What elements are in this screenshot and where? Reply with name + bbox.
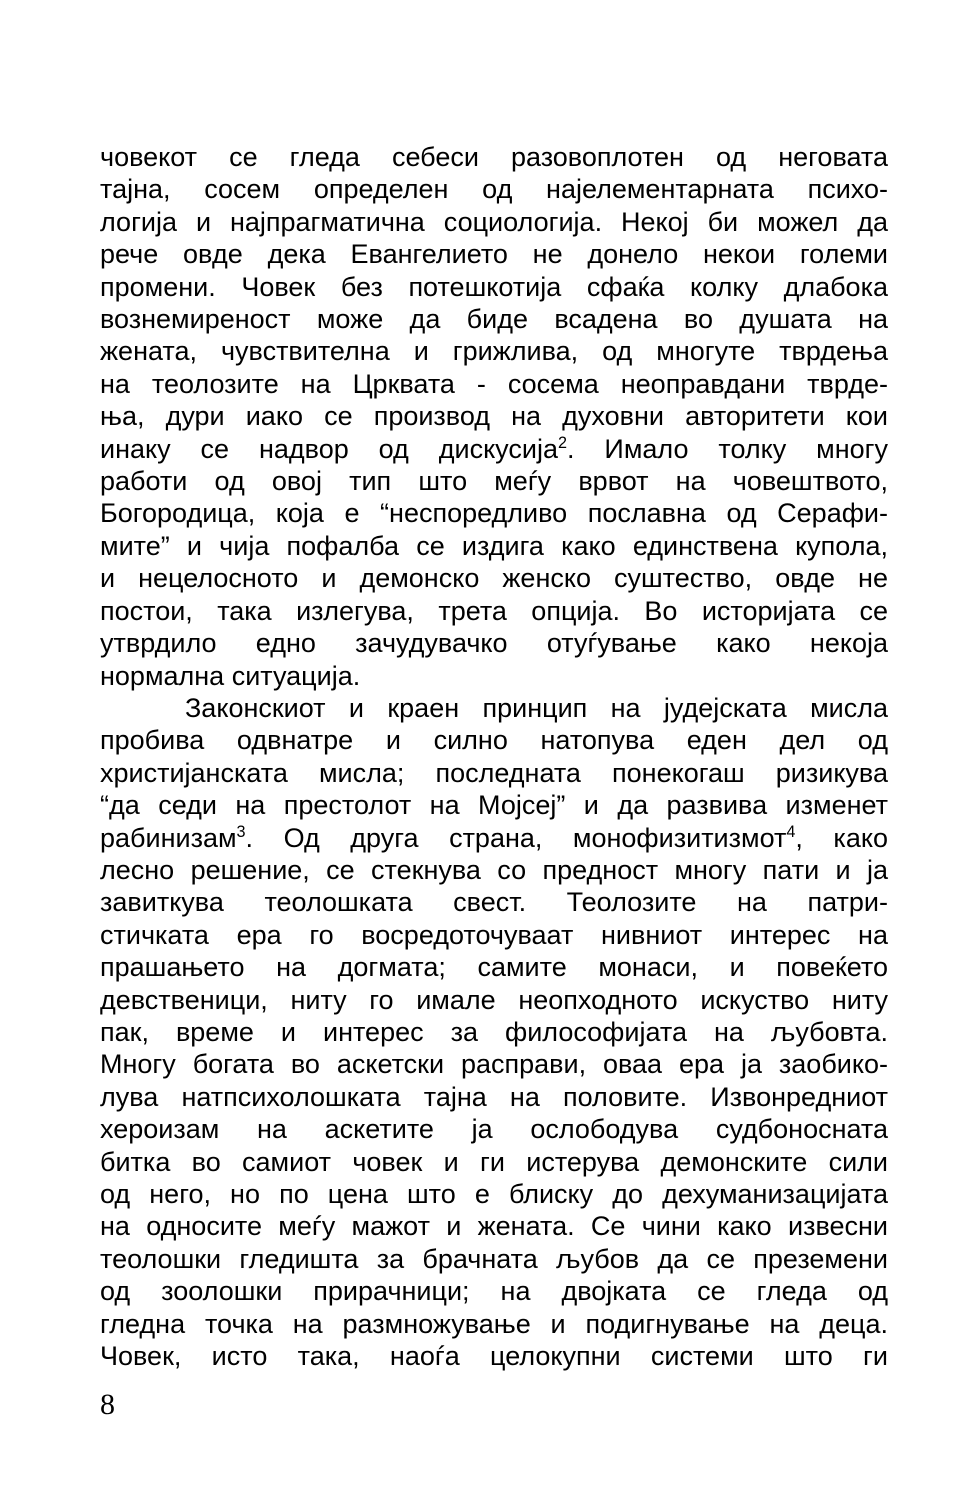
text-line: од него, но по цена што е блиску до дехуманизацијата	[100, 1179, 888, 1209]
text-line: утврдило едно зачудувачко отуѓување како некоја	[100, 628, 888, 659]
text-line: постои, така излегува, трета опција. Во историјата се	[100, 595, 888, 626]
text-line: работи од овој тип што меѓу врвот на човештвото,	[100, 466, 888, 497]
text-line: промени. Човек без потешкотија сфаќа колку длабока	[100, 271, 888, 302]
text-line: од зоолошки прирачници; на двојката се гледа од	[100, 1276, 888, 1307]
text-line: Човек, исто така, наоѓа целокупни системи што ги	[100, 1341, 888, 1372]
text-line: битка во самиот човек и ги истерува демонските сили	[100, 1146, 888, 1177]
text-line: теолошки гледишта за брачната љубов да се преземени	[100, 1243, 888, 1274]
text-line: ња, дури иако се производ на духовни авторитети кои	[100, 401, 888, 432]
text-line: рече овде дека Евангелието не донело некои големи	[100, 239, 888, 270]
text-line: на односите меѓу мажот и жената. Се чини како извесни	[100, 1211, 888, 1242]
text-line: пробива одвнатре и силно натопува еден дел од	[100, 725, 888, 756]
text-line: “да седи на престолот на Мојсеј” и да развива изменет	[100, 790, 888, 821]
footnote-ref: 3	[236, 822, 246, 841]
text-line: логија и најпрагматична социологија. Некој би можел да	[100, 206, 888, 237]
text-line: стичката ера го восредоточуваат нивниот интерес на	[100, 919, 888, 950]
text-line: прашањето на догмата; самите монаси, и повеќето	[100, 952, 888, 983]
body-text	[100, 141, 888, 1372]
footnote-ref: 4	[786, 822, 796, 841]
text-line: човекот се гледа себеси разовоплотен од неговата	[100, 142, 888, 172]
text-line: на теолозите на Црквата - сосема неоправдани тврде-	[100, 368, 888, 399]
text-line: инаку се надвор од дискусија$^2$. Имало толку многу	[100, 433, 888, 464]
text-line: мите” и чија пофалба се издига како единствена купола,	[100, 530, 888, 561]
text-line: христијанската мисла; последната понекогаш ризикува	[100, 757, 888, 788]
text-line: нормална ситуација.	[100, 660, 361, 691]
text-line: вознемиреност може да биде всадена во душата на	[100, 304, 888, 335]
text-line: завиткува теолошката свест. Теолозите на патри-	[100, 887, 888, 918]
text-line: лува натпсихолошката тајна на половите. Извонредниот	[100, 1081, 888, 1112]
text-line: и нецелосното и демонско женско суштество, овде не	[100, 563, 888, 594]
text-line: пак, време и интерес за философијата на љубовта.	[100, 1016, 888, 1047]
text-line: хероизам на аскетите ја ослободува судбоносната	[100, 1114, 888, 1145]
page-number: 8	[100, 1388, 115, 1421]
text-line: рабинизам$^3$. Од друга страна, монофизитизмот$^4$, како	[100, 822, 888, 853]
text-line: Богородица, која е “неспоредливо пославна од Серафи-	[100, 498, 888, 529]
text-line: лесно решение, се стекнува со предност многу пати и ја	[100, 854, 888, 885]
text-line: девственици, ниту го имале неопходното искуство ниту	[100, 984, 888, 1015]
text-line: тајна, сосем определен од најелементарната психо-	[100, 174, 888, 205]
text-line: гледна точка на размножување и подигнување на деца.	[100, 1308, 888, 1339]
text-line: Многу богата во аскетски расправи, оваа ера ја заобико-	[100, 1049, 888, 1080]
text-line: Законскиот и краен принцип на јудејската мисла	[185, 692, 888, 723]
footnote-ref: 2	[557, 433, 567, 452]
text-line: жената, чувствителна и грижлива, од многуте тврдења	[100, 336, 888, 367]
